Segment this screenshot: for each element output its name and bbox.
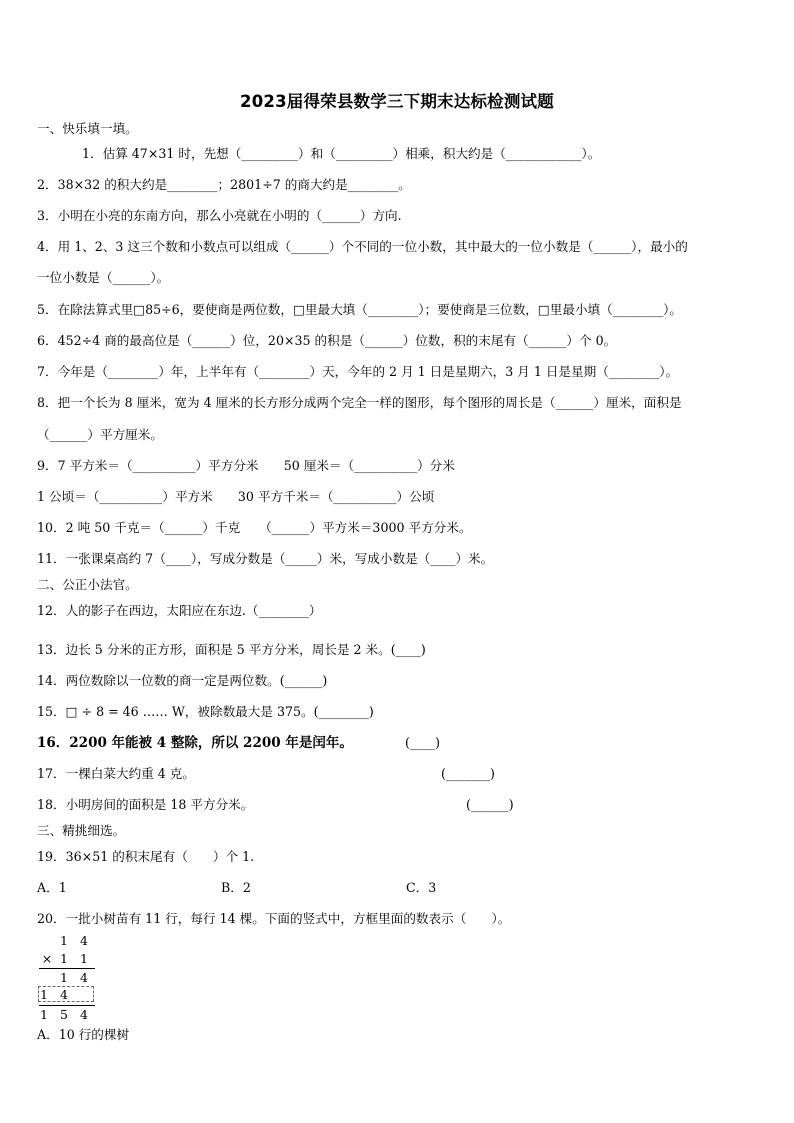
calc-digit: 1 (40, 1007, 48, 1022)
section-heading-1: 一、快乐填一填。 (37, 121, 138, 136)
question-1: 1．估算 47×31 时，先想（_________）和（_________）相乘，积大约是（____________）。 (82, 146, 601, 161)
question-19-option-b: B．2 (221, 880, 251, 895)
question-9-line-1: 9．7 平方米＝（__________）平方分米 50 厘米＝（__________）分米 (37, 458, 455, 473)
vertical-multiplication (37, 933, 99, 1025)
question-3: 3．小明在小亮的东南方向，那么小亮就在小明的（______）方向. (37, 208, 402, 223)
calc-digit: 4 (80, 1007, 88, 1022)
question-8-line-1: 8．把一个长为 8 厘米，宽为 4 厘米的长方形分成两个完全一样的图形，每个图形的周长是（______）厘米，面积是 (37, 395, 682, 410)
question-8-line-2: （______）平方厘米。 (37, 427, 163, 442)
calc-digit: 1 (60, 970, 68, 985)
calc-digit: 1 (60, 933, 68, 948)
question-12: 12．人的影子在西边，太阳应在东边.（________） (37, 603, 322, 618)
page-title: 2023届得荣县数学三下期末达标检测试题 (240, 92, 554, 111)
question-9-line-2: 1 公顷＝（__________）平方米 30 平方千米＝（__________）公顷 (37, 489, 435, 504)
question-17-blank: (_______) (441, 766, 495, 781)
question-2: 2．38×32 的积大约是________；2801÷7 的商大约是________。 (37, 177, 411, 192)
calc-digit: 4 (80, 970, 88, 985)
question-19: 19．36×51 的积末尾有（ ）个 1. (37, 849, 255, 864)
question-19-option-c: C．3 (406, 880, 437, 895)
question-10: 10．2 吨 50 千克＝（______）千克 （______）平方米＝3000 平方分米。 (37, 520, 472, 535)
calc-digit: 1 (80, 951, 88, 966)
question-19-option-a: A．1 (37, 880, 67, 895)
question-13: 13．边长 5 分米的正方形，面积是 5 平方分米，周长是 2 米。(____) (37, 642, 426, 657)
calc-times-sign: × (41, 951, 53, 966)
section-heading-3: 三、精挑细选。 (37, 823, 126, 838)
question-16-blank: (____) (405, 735, 441, 750)
question-14: 14．两位数除以一位数的商一定是两位数。(______) (37, 673, 328, 688)
question-7: 7．今年是（________）年，上半年有（________）天，今年的 2 月 1 日是星期六，3 月 1 日是星期（________）。 (37, 364, 679, 379)
question-4-line-1: 4．用 1、2、3 这三个数和小数点可以组成（______）个不同的一位小数，其中最大的一位小数是（______），最小的 (37, 239, 688, 254)
question-20: 20．一批小树苗有 11 行，每行 14 棵。下面的竖式中，方框里面的数表示（ ）。 (37, 911, 511, 926)
calc-rule (39, 1005, 95, 1006)
question-11: 11．一张课桌高约 7（____），写成分数是（_____）米，写成小数是（____）米。 (37, 551, 494, 566)
question-20-option-a: A．10 行的棵树 (37, 1027, 130, 1042)
question-4-line-2: 一位小数是（______）。 (37, 270, 170, 285)
calc-digit: 1 (60, 951, 68, 966)
calc-digit: 5 (60, 1007, 68, 1022)
calc-digit: 4 (60, 987, 68, 1002)
section-heading-2: 二、公正小法官。 (37, 577, 138, 592)
calc-digit: 4 (80, 933, 88, 948)
question-5: 5．在除法算式里□85÷6，要使商是两位数，□里最大填（________）；要使商是三位数，□里最小填（________）。 (37, 302, 683, 317)
question-16: 16．2200 年能被 4 整除，所以 2200 年是闰年。 (37, 735, 353, 751)
calc-digit: 1 (40, 987, 48, 1002)
question-18-blank: (______) (466, 797, 514, 812)
question-15: 15．□ ÷ 8 = 46 …… W，被除数最大是 375。(________) (37, 704, 374, 719)
question-17: 17．一棵白菜大约重 4 克。 (37, 766, 195, 781)
question-18: 18．小明房间的面积是 18 平方分米。 (37, 797, 254, 812)
question-6: 6．452÷4 商的最高位是（______）位，20×35 的积是（______）位数，积的末尾有（______）个 0。 (37, 333, 617, 348)
calc-rule (39, 968, 95, 969)
